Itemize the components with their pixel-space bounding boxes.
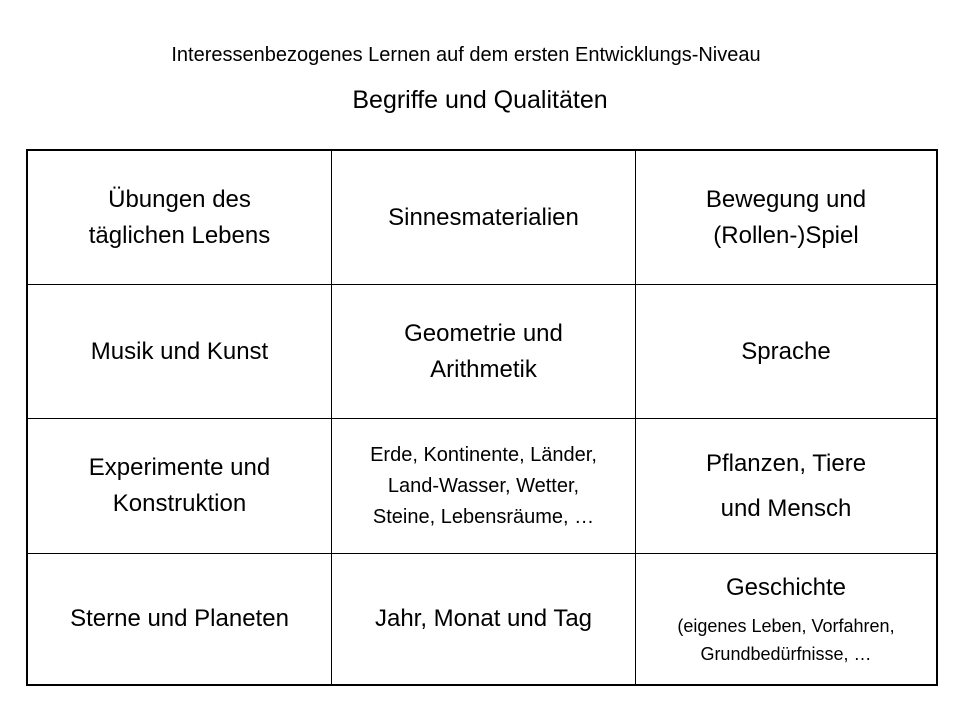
cell-text-line: Übungen des	[108, 185, 251, 213]
cell-bewegung-und-spiel	[636, 151, 936, 285]
cell-text-line: Pflanzen, Tiere	[705, 450, 867, 477]
topics-table	[26, 149, 938, 686]
cell-jahr-monat-tag	[332, 554, 636, 684]
slide-title: Interessenbezogenes Lernen auf dem ersten Entwicklungs-Niveau	[171, 44, 761, 66]
cell-uebungen-des-taeglichen-lebens	[28, 151, 332, 285]
cell-text-line: Steine, Lebensräume, …	[372, 505, 595, 528]
cell-text-line: Experimente und	[88, 454, 271, 481]
cell-text-line: Musik und Kunst	[90, 337, 269, 365]
cell-geometrie-und-arithmetik	[332, 285, 636, 419]
cell-musik-und-kunst	[28, 285, 332, 419]
cell-geschichte	[636, 554, 936, 684]
cell-subtext-line: (eigenes Leben, Vorfahren,	[677, 616, 895, 636]
cell-subtext	[677, 612, 894, 668]
cell-text-line: Konstruktion	[112, 490, 247, 517]
cell-subtext-line: Grundbedürfnisse, …	[700, 644, 872, 664]
cell-erde-kontinente-laender	[332, 419, 636, 554]
cell-text-line: täglichen Lebens	[88, 221, 271, 249]
cell-text-line: Sterne und Planeten	[70, 605, 289, 632]
cell-text-line: und Mensch	[720, 495, 852, 522]
cell-text-line: Bewegung und	[705, 185, 867, 213]
cell-sinnesmaterialien	[332, 151, 636, 285]
cell-text-line: Erde, Kontinente, Länder,	[370, 443, 597, 466]
cell-experimente-und-konstruktion	[28, 419, 332, 554]
cell-text-line: Jahr, Monat und Tag	[374, 605, 593, 632]
cell-sterne-und-planeten	[28, 554, 332, 684]
cell-text-line: Geschichte	[725, 574, 847, 601]
cell-text-line: Sinnesmaterialien	[388, 203, 579, 231]
cell-text-line: Land-Wasser, Wetter,	[387, 474, 580, 497]
cell-text-line: Sprache	[741, 337, 831, 365]
slide-subtitle: Begriffe und Qualitäten	[352, 86, 608, 114]
cell-sprache	[636, 285, 936, 419]
cell-text-line: (Rollen-)Spiel	[713, 221, 859, 249]
cell-pflanzen-tiere-mensch	[636, 419, 936, 554]
cell-text-line: Geometrie und	[404, 319, 563, 347]
cell-text-line: Arithmetik	[430, 355, 537, 383]
